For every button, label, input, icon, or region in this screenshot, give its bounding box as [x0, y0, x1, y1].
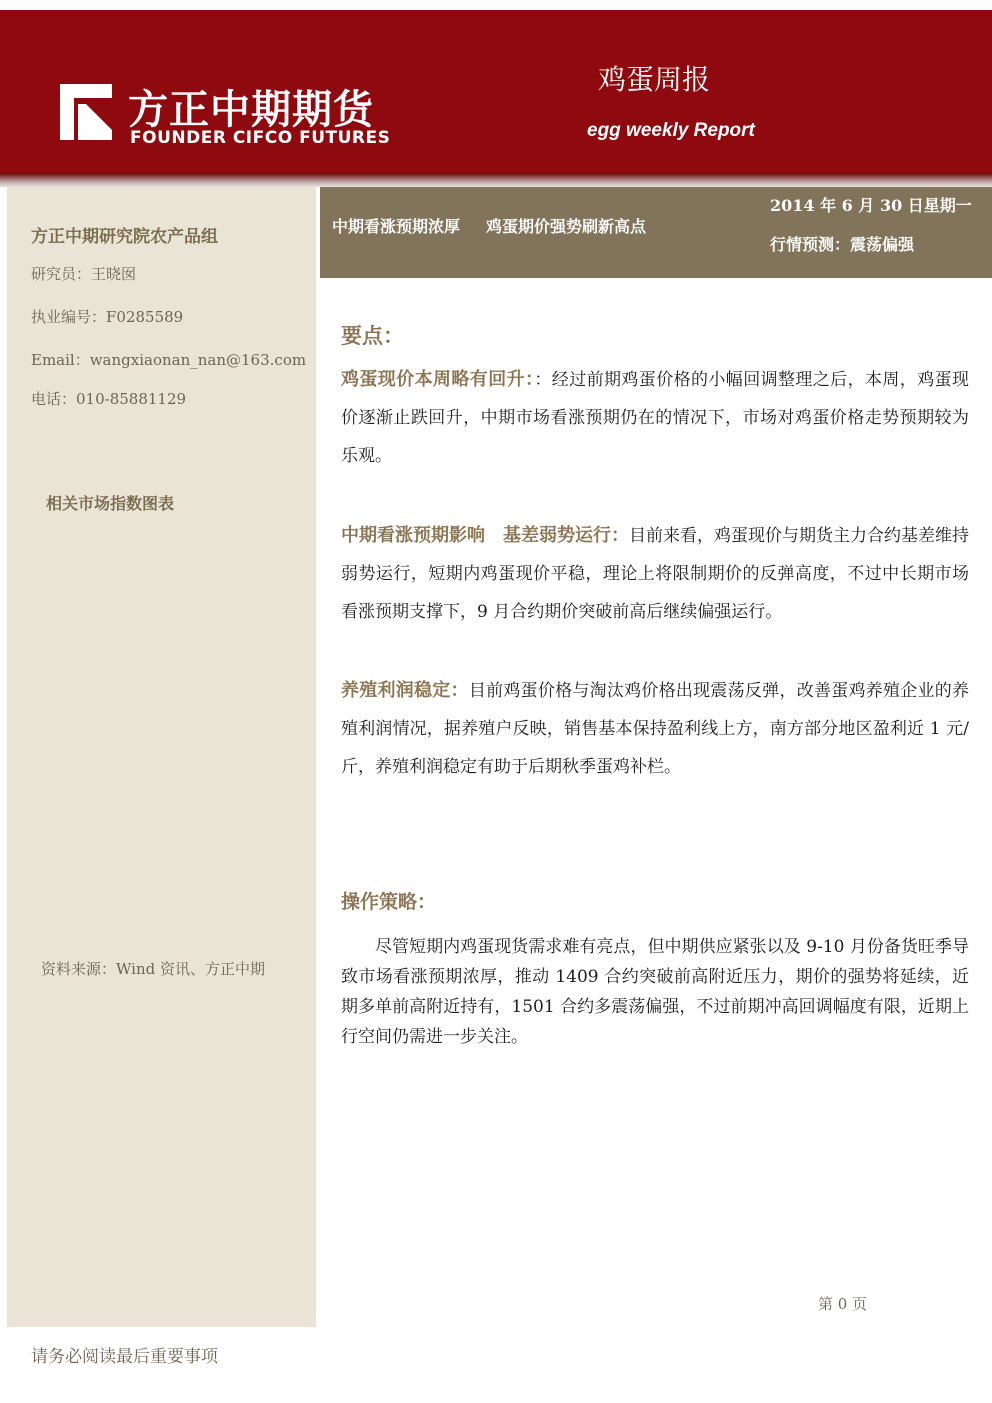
related-charts-heading: 相关市场指数图表 [46, 494, 175, 513]
strategy-text: 尽管短期内鸡蛋现货需求难有亮点，但中期供应紧张以及 9-10 月份备货旺季导致市场看涨预期浓厚，推动 1409 合约突破前高附近压力，期价的强势将延续，近期多单前高附近持有，1501 合约多震荡偏强，不过前期冲高回调幅度有限，近期上行空间仍需进一步关注。 [341, 937, 969, 1047]
email-contact[interactable]: Email：wangxiaonan_nan@163.com [31, 351, 307, 369]
brand-name-cn: 方正中期期货 [128, 87, 374, 133]
paragraph-text: ：经过前期鸡蛋价格的小幅回调整理之后，本周，鸡蛋现价逐渐止跌回升，中期市场看涨预期仍在的情况下，市场对鸡蛋价格走势预期较为乐观。 [341, 370, 970, 466]
strategy-heading: 操作策略： [341, 891, 437, 913]
paragraph-title: 中期看涨预期影响 基差弱势运行： [341, 525, 629, 546]
data-source: 资料来源：Wind 资讯、方正中期 [41, 960, 265, 978]
paragraph-title: 养殖利润稳定： [341, 680, 469, 701]
founder-logo-icon [56, 82, 116, 144]
page-number: 第 0 页 [818, 1295, 868, 1313]
license-number: 执业编号：F0285589 [31, 308, 184, 326]
paragraph-spot-price [341, 361, 969, 475]
header-divider [0, 173, 992, 187]
headline-1: 中期看涨预期浓厚 [332, 217, 461, 236]
paragraph-title: 鸡蛋现价本周略有回升： [341, 369, 535, 390]
disclaimer-note: 请务必阅读最后重要事项 [31, 1347, 218, 1367]
report-title-en: egg weekly Report [587, 120, 755, 141]
paragraph-text: 目前鸡蛋价格与淘汰鸡价格出现震荡反弹，改善蛋鸡养殖企业的养殖利润情况，据养殖户反映，销售基本保持盈利线上方，南方部分地区盈利近 1 元/斤，养殖利润稳定有助于后期秋季蛋鸡补栏。 [341, 681, 970, 777]
phone-contact: 电话：010-85881129 [31, 390, 187, 408]
paragraph-profit [341, 672, 969, 786]
banner-headlines [332, 214, 646, 237]
key-points-heading: 要点： [341, 324, 404, 348]
report-date: 2014 年 6 月 30 日星期一 [770, 196, 972, 215]
report-title-cn: 鸡蛋周报 [598, 63, 711, 96]
analyst-name: 研究员：王晓囡 [31, 265, 137, 283]
paragraph-basis [341, 517, 969, 631]
market-forecast: 行情预测：震荡偏强 [770, 235, 915, 254]
headline-2: 鸡蛋期价强势刷新高点 [486, 217, 647, 236]
research-group: 方正中期研究院农产品组 [31, 227, 218, 247]
brand-name-en: FOUNDER CIFCO FUTURES [130, 128, 391, 148]
paragraph-text: 目前来看，鸡蛋现价与期货主力合约基差维持弱势运行，短期内鸡蛋现价平稳，理论上将限制期价的反弹高度，不过中长期市场看涨预期支撑下，9 月合约期价突破前高后继续偏强运行。 [341, 526, 969, 622]
